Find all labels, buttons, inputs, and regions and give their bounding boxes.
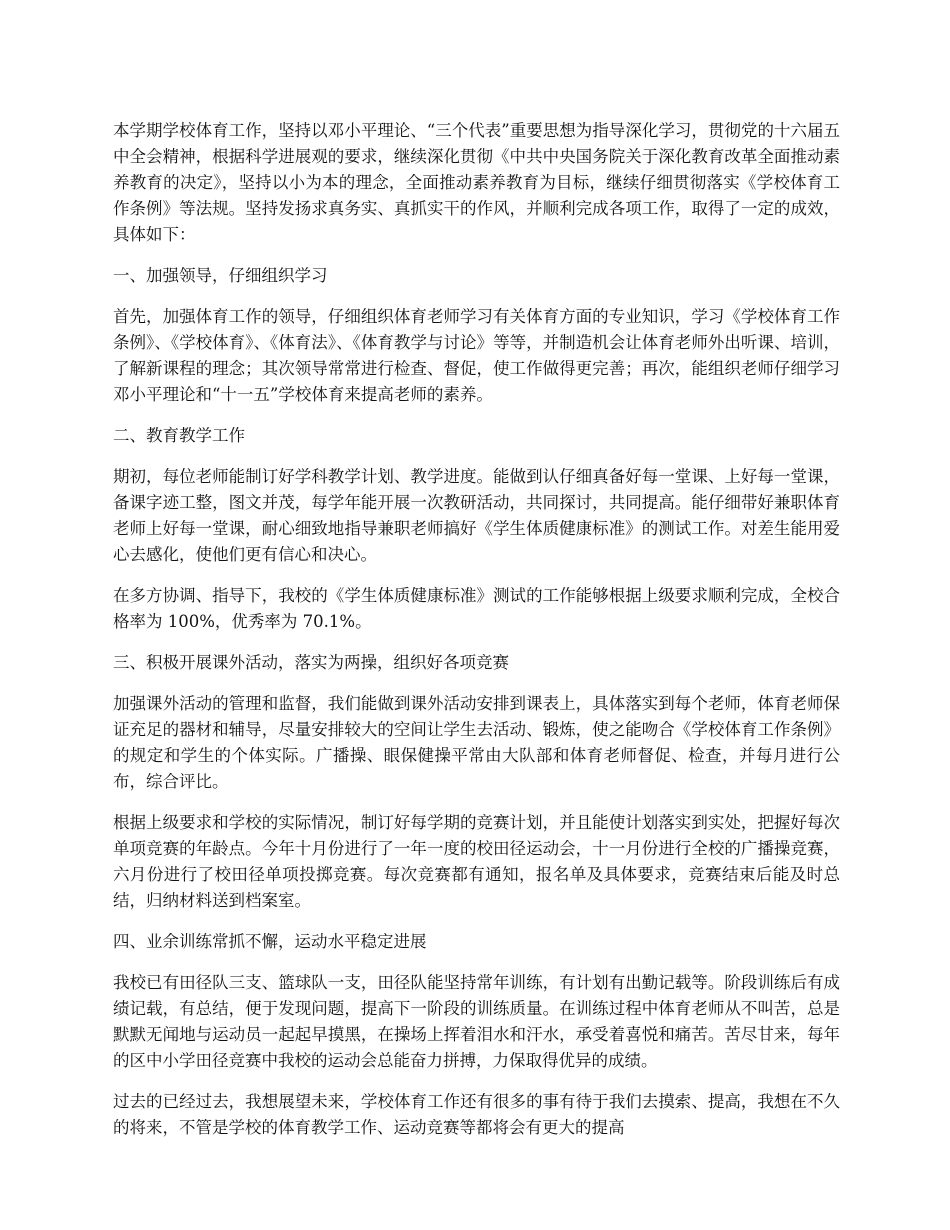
document-body [113,118,840,1156]
section-heading-4: 四、业余训练常抓不懈，运动水平稳定进展 [113,932,427,951]
section-2-paragraph-2: 在多方协调、指导下，我校的《学生体质健康标准》测试的工作能够根据上级要求顺利完成，全校合格率为 100%，优秀率为 70.1%。 [113,586,840,631]
section-heading-2: 二、教育教学工作 [113,426,245,445]
section-heading-3: 三、积极开展课外活动，落实为两操，组织好各项竞赛 [113,653,509,672]
intro-paragraph: 本学期学校体育工作，坚持以邓小平理论、“三个代表”重要思想为指导深化学习，贯彻党的十六届五中全会精神，根据科学进展观的要求，继续深化贯彻《中共中央国务院关于深化教育改革全面推动素养教育的决定》，坚持以小为本的理念，全面推动素养教育为目标，继续仔细贯彻落实《学校体育工作条例》等法规。坚持发扬求真务实、真抓实干的作风，并顺利完成各项工作，取得了一定的成效，具体如下： [113,121,840,244]
section-2-paragraph-1: 期初，每位老师能制订好学科教学计划、教学进度。能做到认仔细真备好每一堂课、上好每一堂课，备课字迹工整，图文并茂，每学年能开展一次教研活动，共同探讨，共同提高。能仔细带好兼职体育老师上好每一堂课，耐心细致地指导兼职老师搞好《学生体质健康标准》的测试工作。对差生能用爱心去感化，使他们更有信心和决心。 [113,467,840,564]
section-heading-1: 一、加强领导，仔细组织学习 [113,266,328,285]
section-1-paragraph: 首先，加强体育工作的领导，仔细组织体育老师学习有关体育方面的专业知识，学习《学校体育工作条例》、《学校体育》、《体育法》、《体育教学与讨论》等等，并制造机会让体育老师外出听课、培训，了解新课程的理念；其次领导常常进行检查、督促，使工作做得更完善；再次，能组织老师仔细学习邓小平理论和“十一五”学校体育来提高老师的素养。 [113,307,840,404]
closing-paragraph: 过去的已经过去，我想展望未来，学校体育工作还有很多的事有待于我们去摸索、提高，我想在不久的将来，不管是学校的体育教学工作、运动竞赛等都将会有更大的提高 [113,1092,840,1137]
section-3-paragraph-1: 加强课外活动的管理和监督，我们能做到课外活动安排到课表上，具体落实到每个老师，体育老师保证充足的器材和辅导，尽量安排较大的空间让学生去活动、锻炼，使之能吻合《学校体育工作条例》的规定和学生的个体实际。广播操、眼保健操平常由大队部和体育老师督促、检查，并每月进行公布，综合评比。 [113,694,840,791]
section-4-paragraph: 我校已有田径队三支、篮球队一支，田径队能坚持常年训练，有计划有出勤记载等。阶段训练后有成绩记载，有总结，便于发现问题，提高下一阶段的训练质量。在训练过程中体育老师从不叫苦，总是默默无闻地与运动员一起起早摸黑，在操场上挥着泪水和汗水，承受着喜悦和痛苦。苦尽甘来，每年的区中小学田径竞赛中我校的运动会总能奋力拼搏，力保取得优异的成绩。 [113,973,840,1070]
section-3-paragraph-2: 根据上级要求和学校的实际情况，制订好每学期的竞赛计划，并且能使计划落实到实处，把握好每次单项竞赛的年龄点。今年十月份进行了一年一度的校田径运动会，十一月份进行全校的广播操竞赛，六月份进行了校田径单项投掷竞赛。每次竞赛都有通知，报名单及具体要求，竞赛结束后能及时总结，归纳材料送到档案室。 [113,813,840,910]
